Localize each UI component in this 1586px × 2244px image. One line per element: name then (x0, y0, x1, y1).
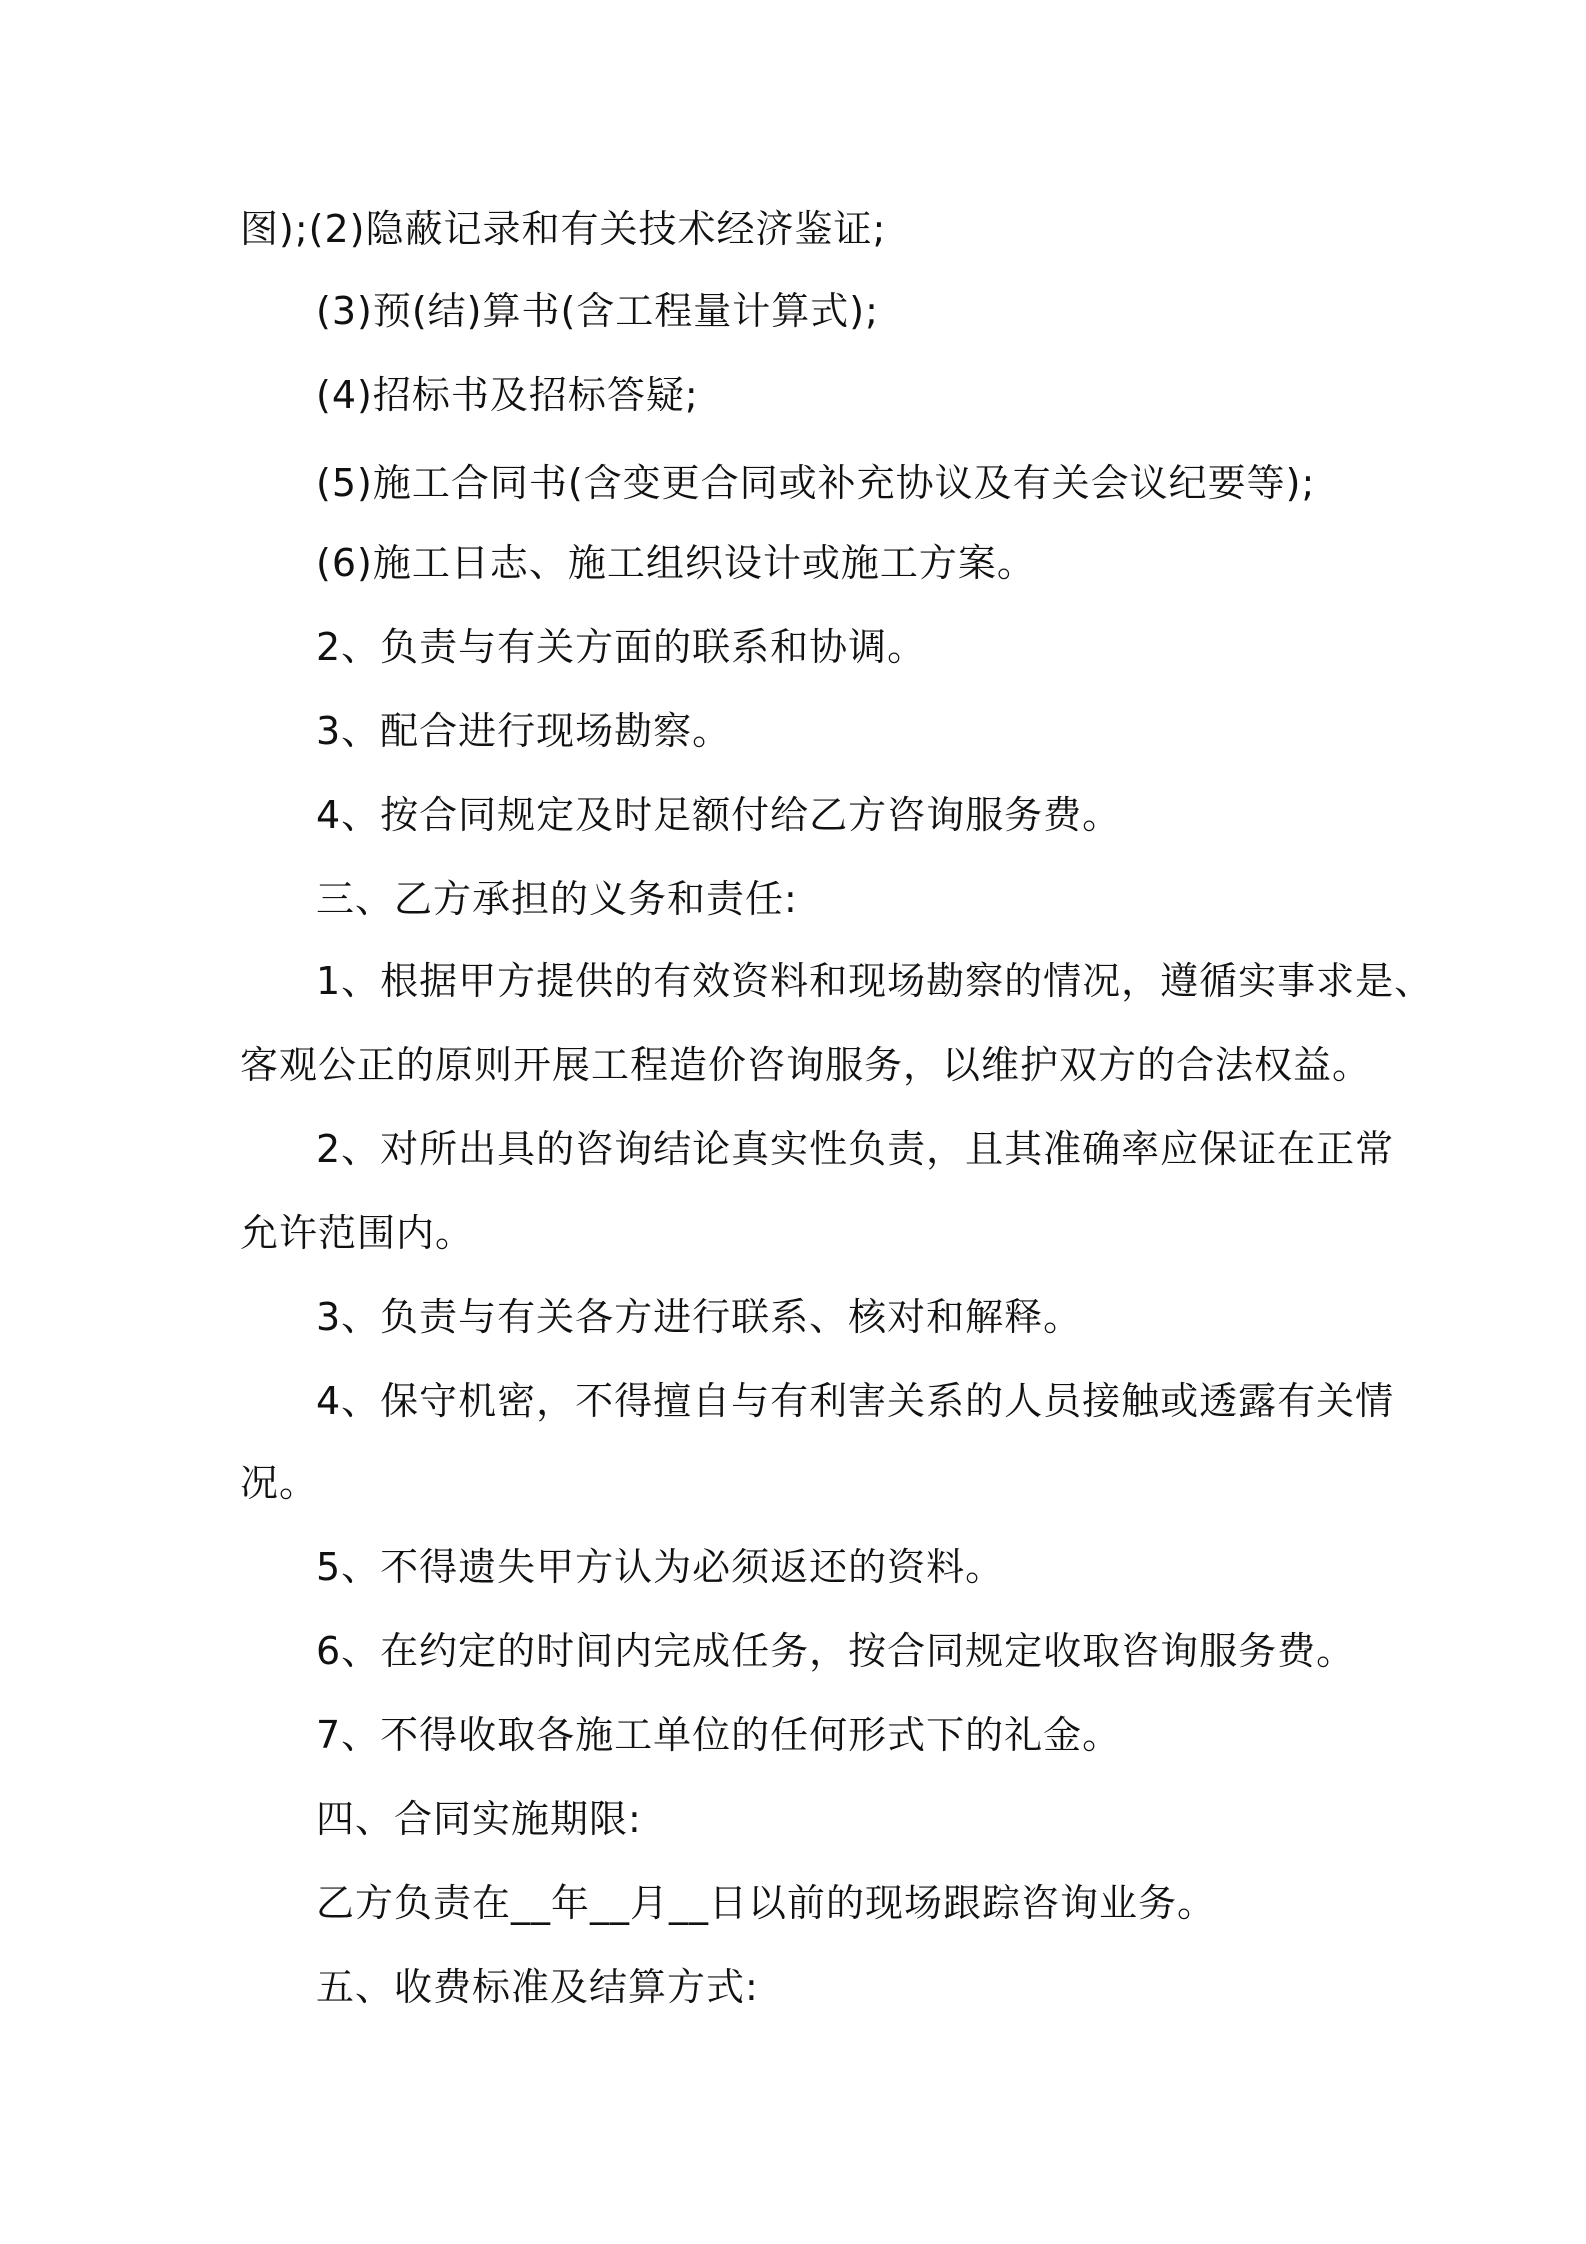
text-line: 乙方负责在__年__月__日以前的现场跟踪咨询业务。 (316, 1881, 1217, 1925)
text-line: 6、在约定的时间内完成任务，按合同规定收取咨询服务费。 (316, 1629, 1356, 1673)
text-line: 允许范围内。 (240, 1211, 475, 1255)
text-line: 4、保守机密，不得擅自与有利害关系的人员接触或透露有关情 (316, 1379, 1395, 1423)
text-line: (6)施工日志、施工组织设计或施工方案。 (316, 541, 1036, 585)
text-line: 5、不得遗失甲方认为必须返还的资料。 (316, 1545, 1005, 1589)
text-line: 7、不得收取各施工单位的任何形式下的礼金。 (316, 1713, 1122, 1757)
text-line: (4)招标书及招标答疑; (316, 373, 699, 417)
text-line: 客观公正的原则开展工程造价咨询服务，以维护双方的合法权益。 (240, 1043, 1372, 1087)
text-line: 2、对所出具的咨询结论真实性负责，且其准确率应保证在正常 (316, 1127, 1395, 1171)
text-line: 3、负责与有关各方进行联系、核对和解释。 (316, 1295, 1083, 1339)
text-line: 4、按合同规定及时足额付给乙方咨询服务费。 (316, 793, 1122, 837)
section-heading: 四、合同实施期限: (316, 1797, 642, 1841)
text-line: 况。 (240, 1461, 319, 1505)
text-line: 2、负责与有关方面的联系和协调。 (316, 625, 927, 669)
text-line: 3、配合进行现场勘察。 (316, 709, 732, 753)
text-line: (5)施工合同书(含变更合同或补充协议及有关会议纪要等); (316, 461, 1316, 505)
text-line: 1、根据甲方提供的有效资料和现场勘察的情况，遵循实事求是、 (316, 959, 1434, 1003)
section-heading: 三、乙方承担的义务和责任: (316, 877, 798, 921)
text-line: (3)预(结)算书(含工程量计算式); (316, 289, 879, 333)
section-heading: 五、收费标准及结算方式: (316, 1965, 759, 2009)
text-line: 图);(2)隐蔽记录和有关技术经济鉴证; (240, 207, 887, 251)
